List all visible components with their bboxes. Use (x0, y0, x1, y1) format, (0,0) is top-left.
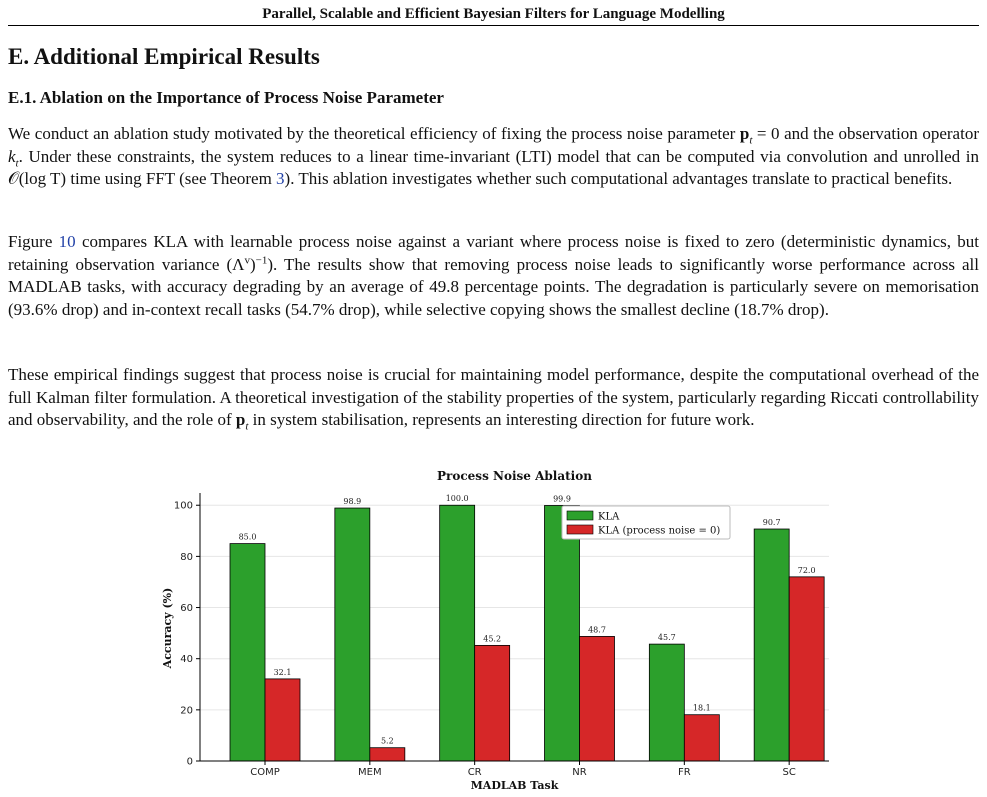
data-label: 100.0 (445, 494, 469, 504)
theorem-link[interactable]: 3 (276, 169, 285, 188)
bar-kla-fr (649, 644, 684, 761)
figure-link[interactable]: 10 (58, 232, 76, 251)
bar-kla-process-noise-0-fr (684, 715, 719, 761)
bar-kla-cr (440, 505, 475, 761)
bar-kla-comp (230, 544, 265, 761)
y-tick-label: 40 (180, 654, 193, 666)
data-label: 32.1 (273, 667, 292, 677)
header-rule (8, 25, 979, 26)
x-tick-label: FR (677, 767, 691, 778)
running-head: Parallel, Scalable and Efficient Bayesian Filters for Language Modelling (262, 6, 725, 22)
data-label: 98.9 (343, 497, 362, 507)
y-tick-label: 20 (180, 705, 193, 717)
bar-kla-process-noise-0-sc (789, 577, 824, 761)
bar-kla-nr (545, 505, 580, 761)
data-label: 72.0 (797, 565, 816, 575)
data-label: 45.7 (657, 633, 676, 643)
bar-kla-mem (335, 508, 370, 761)
bar-kla-process-noise-0-nr (580, 636, 615, 761)
paragraph-2: Figure 10 compares KLA with learnable process noise against a variant where process noise is fixed to zero (deterministic dynamics, but retaining observation variance $(\Lambda^v)^{-1}$). The results show that removing process noise leads to significantly worse performance across all MADLAB tasks, with accuracy degrading by an average of 49.8 percentage points. The degradation is particularly severe on memorisation (93.6% drop) and in-context recall tasks (54.7% drop), while selective copying shows the smallest decline (18.7% drop). (8, 232, 980, 319)
x-axis-title: MADLAB Task (470, 779, 559, 792)
paragraph-3: These empirical findings suggest that process noise is crucial for maintaining model performance, despite the computational overhead of the full Kalman filter formulation. A theoretical investigation of the stability properties of the system, particularly regarding Riccati controllability and observability, and the role of $p_t$ in system stabilisation, represents an interesting direction for future work. (8, 365, 979, 433)
subsection-title: E.1. Ablation on the Importance of Process Noise Parameter (8, 88, 444, 107)
bar-chart (0, 462, 987, 797)
data-label: 90.7 (762, 518, 781, 528)
chart-title: Process Noise Ablation (437, 469, 592, 483)
paragraph-1: We conduct an ablation study motivated by the theoretical efficiency of fixing the process noise parameter $p_t = 0$ and the observation operator $k_t$. Under these constraints, the system reduces to a linear time-invariant (LTI) model that can be computed via convolution and unrolled in 𝒪(log T) time using FFT (see Theorem 3). This ablation investigates whether such computational advantages translate to practical benefits. (8, 124, 979, 188)
y-tick-label: 100 (173, 500, 193, 512)
legend-label: KLA (598, 511, 620, 523)
data-label: 48.7 (588, 625, 606, 635)
data-label: 99.9 (553, 494, 571, 504)
x-tick-label: SC (782, 767, 796, 778)
data-label: 18.1 (692, 703, 711, 713)
y-tick-label: 80 (180, 551, 193, 563)
math-p: p (235, 410, 246, 429)
x-tick-label: MEM (358, 767, 382, 778)
bar-kla-process-noise-0-mem (370, 748, 405, 761)
x-tick-label: NR (572, 767, 587, 778)
x-tick-label: CR (467, 767, 482, 778)
data-label: 45.2 (483, 634, 502, 644)
legend-label: KLA (process noise = 0) (598, 525, 721, 537)
math-k: k (8, 146, 16, 166)
bar-kla-process-noise-0-comp (265, 679, 300, 761)
data-label: 85.0 (238, 532, 257, 542)
data-label: 5.2 (380, 736, 394, 746)
section-title: E. Additional Empirical Results (8, 44, 320, 69)
bar-kla-sc (754, 529, 789, 761)
math-p: p (739, 124, 750, 143)
bar-kla-process-noise-0-cr (475, 645, 510, 761)
y-axis-title: Accuracy (%) (161, 587, 174, 669)
x-tick-label: COMP (250, 767, 280, 778)
y-tick-label: 60 (180, 603, 193, 615)
y-tick-label: 0 (186, 756, 193, 768)
legend-swatch (567, 511, 593, 520)
legend-swatch (567, 525, 593, 534)
